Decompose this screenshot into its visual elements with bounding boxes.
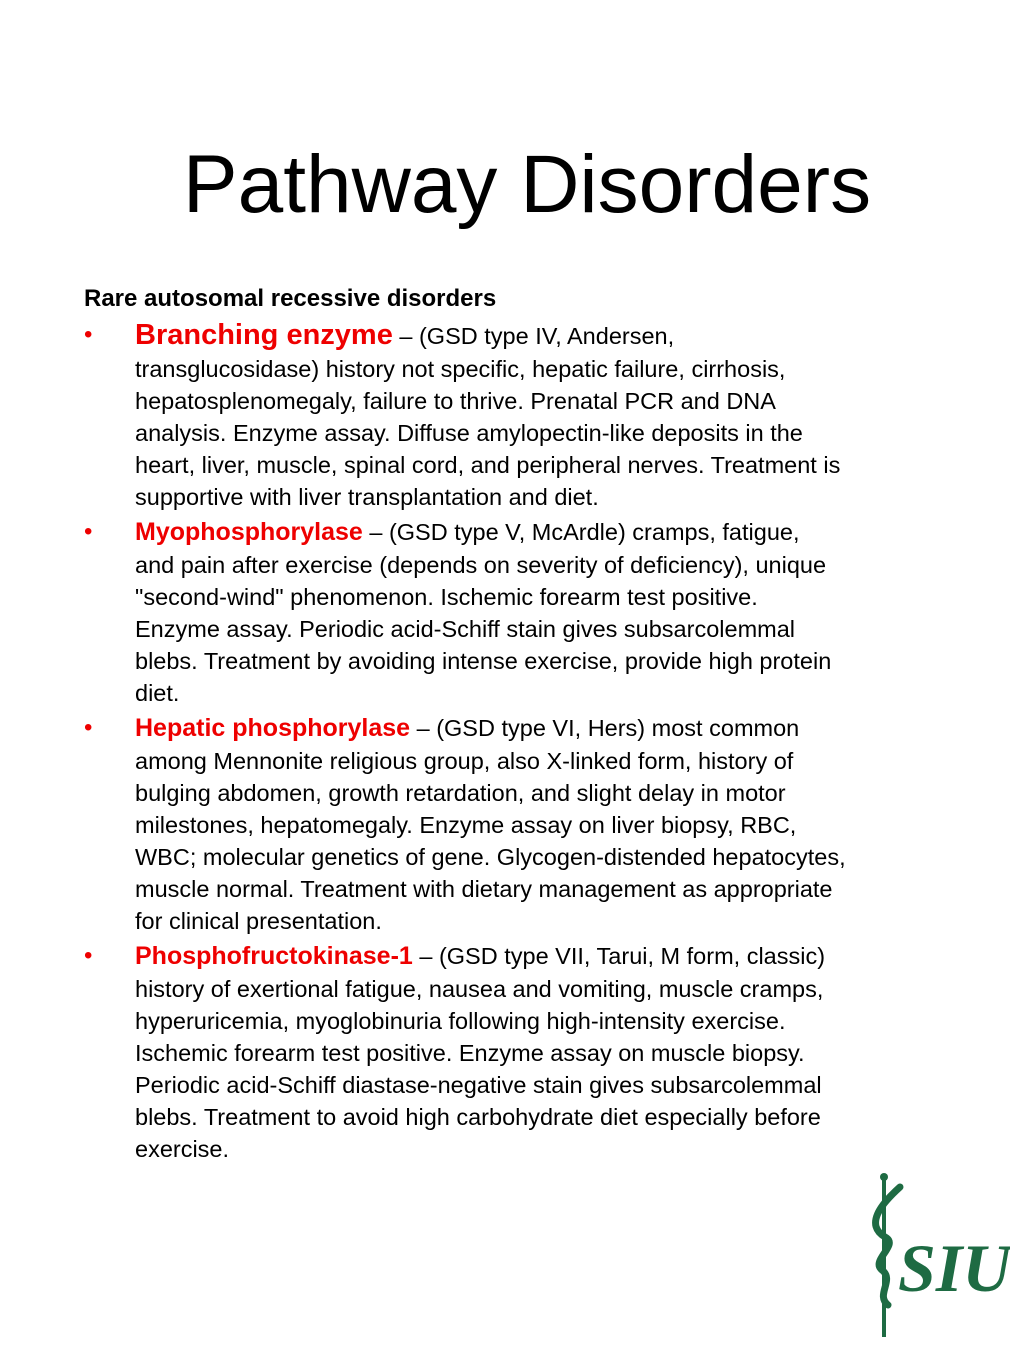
bullet-text-line: for clinical presentation. [135,908,382,934]
bullet-item [84,939,984,1165]
subheading: Rare autosomal recessive disorders [84,285,497,312]
bullet-text-line: hyperuricemia, myoglobinuria following high-intensity exercise. [135,1008,786,1034]
bullet-text-line: muscle normal. Treatment with dietary management as appropriate [135,876,833,902]
bullet-text-line: bulging abdomen, growth retardation, and slight delay in motor [135,780,786,806]
bullet-text-line: supportive with liver transplantation and diet. [135,484,599,510]
bullet-text-line: heart, liver, muscle, spinal cord, and peripheral nerves. Treatment is [135,452,841,478]
slide-body [84,282,984,1165]
enzyme-heading: Phosphofructokinase-1 [135,942,413,970]
bullet-icon: • [84,714,93,741]
bullet-text-line: and pain after exercise (depends on severity of deficiency), unique [135,552,827,578]
bullet-text-line: blebs. Treatment to avoid high carbohydrate diet especially before [135,1104,821,1130]
bullet-first-line [135,515,984,549]
bullet-text-line: exercise. [135,1136,230,1162]
slide-title: Pathway Disorders [182,139,872,230]
siu-logo [860,1165,1010,1355]
bullet-text-line: analysis. Enzyme assay. Diffuse amylopectin-like deposits in the [135,420,803,446]
bullet-text-line: WBC; molecular genetics of gene. Glycogen-distended hepatocytes, [135,844,846,870]
bullet-first-line [135,318,984,353]
bullet-icon: • [84,518,93,545]
bullet-text-line: Enzyme assay. Periodic acid-Schiff stain gives subsarcolemmal [135,616,796,642]
enzyme-heading: Myophosphorylase [135,518,363,546]
enzyme-heading: Hepatic phosphorylase [135,714,411,742]
bullet-first-line [135,939,984,973]
bullet-text-line: Periodic acid-Schiff diastase-negative stain gives subsarcolemmal [135,1072,822,1098]
bullet-text-line: blebs. Treatment by avoiding intense exercise, provide high protein [135,648,832,674]
bullet-text-line: transglucosidase) history not specific, hepatic failure, cirrhosis, [135,356,786,382]
bullet-text-line: hepatosplenomegaly, failure to thrive. Prenatal PCR and DNA [135,388,776,414]
bullet-text-line: diet. [135,680,180,706]
bullet-text-line: history of exertional fatigue, nausea and vomiting, muscle cramps, [135,976,824,1002]
bullet-text-line: milestones, hepatomegaly. Enzyme assay on liver biopsy, RBC, [135,812,797,838]
bullet-text: – (GSD type VI, Hers) most common [410,715,800,741]
bullet-text: – (GSD type IV, Andersen, [392,323,675,349]
siu-logo-icon [860,1165,1010,1355]
bullet-item [84,515,984,709]
bullet-item [84,711,984,937]
bullet-text-line: among Mennonite religious group, also X-linked form, history of [135,748,794,774]
bullet-text-line: "second-wind" phenomenon. Ischemic forearm test positive. [135,584,758,610]
bullet-icon: • [84,321,93,348]
bullet-text-line: Ischemic forearm test positive. Enzyme assay on muscle biopsy. [135,1040,805,1066]
bullet-list [84,318,984,1165]
bullet-text: – (GSD type V, McArdle) cramps, fatigue, [362,519,800,545]
bullet-item [84,318,984,513]
svg-text:SIU: SIU [898,1230,1010,1306]
bullet-text: – (GSD type VII, Tarui, M form, classic) [412,943,826,969]
bullet-first-line [135,711,984,745]
bullet-icon: • [84,942,93,969]
enzyme-heading: Branching enzyme [135,319,393,351]
